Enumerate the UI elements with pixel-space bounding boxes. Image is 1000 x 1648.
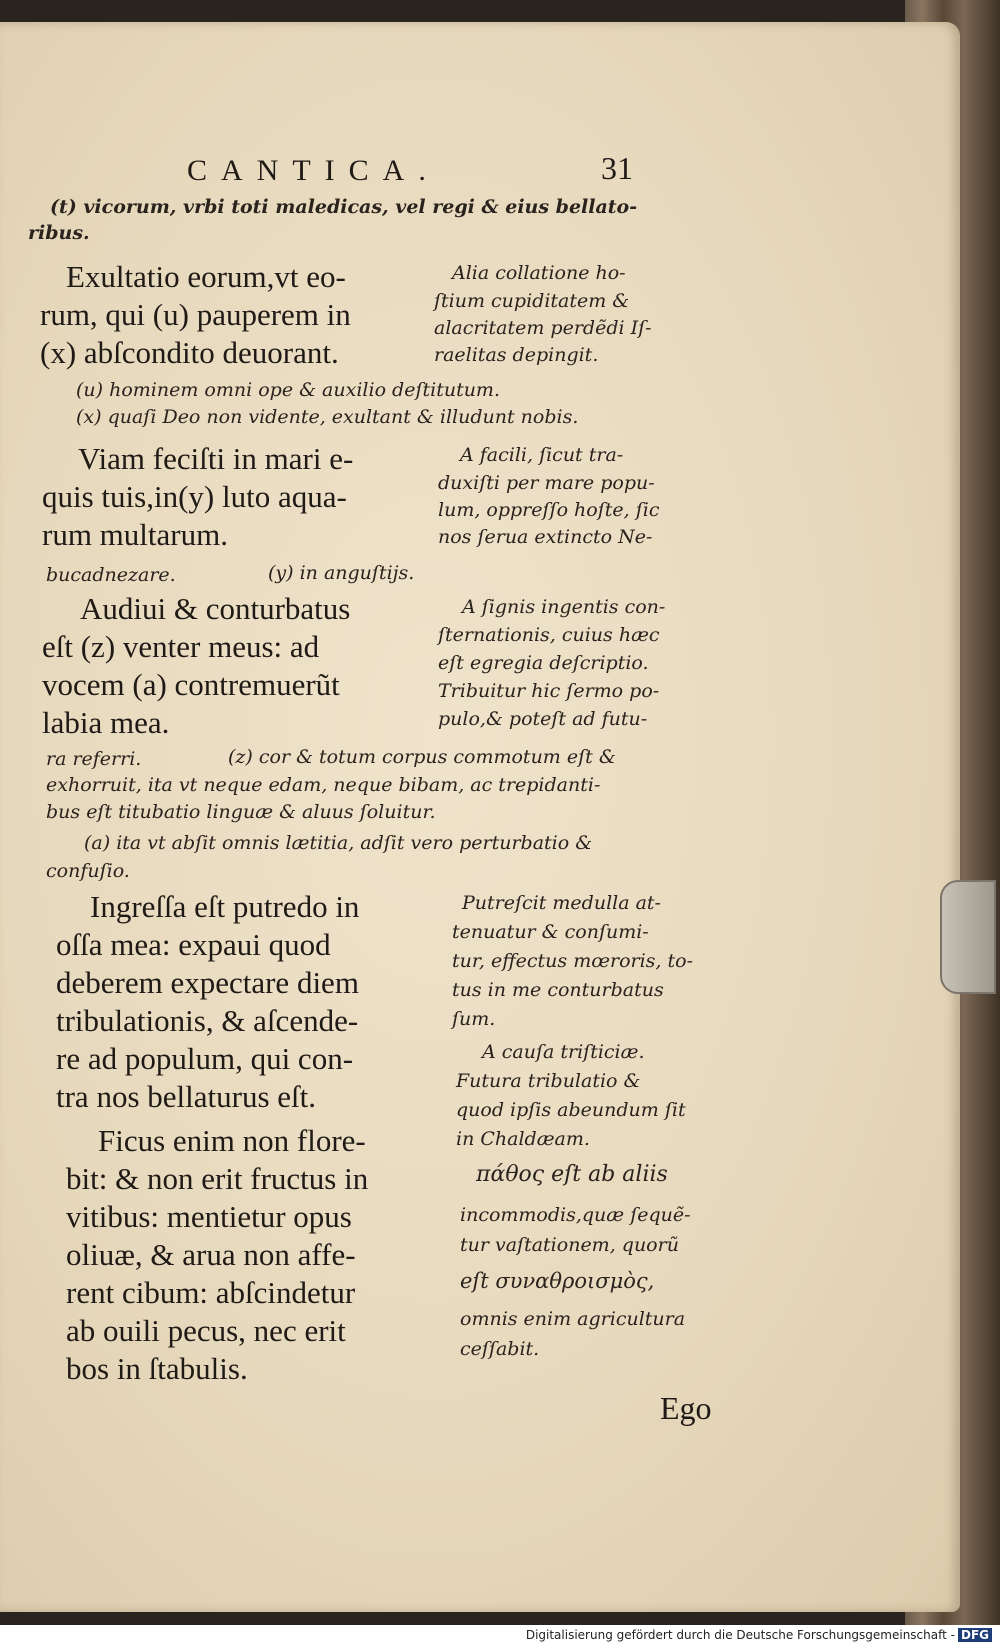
footnote-line: (t) vicorum, vrbi toti maledicas, vel regi & eius bellato- <box>50 196 638 218</box>
footnote-line: (z) cor & totum corpus commotum eſt & <box>228 746 616 768</box>
main-text-line: eſt (z) venter meus: ad <box>42 629 320 664</box>
dfg-logo: DFG <box>958 1628 992 1642</box>
marginal-note-line: lum, oppreſſo hoſte, ſic <box>438 499 660 521</box>
marginal-note-line: quod ipſis abeundum ſit <box>456 1099 686 1121</box>
marginal-note-line: tur, effectus mœroris, to- <box>452 950 694 972</box>
main-text-line: vocem (a) contremuerũt <box>42 667 340 702</box>
main-text-line: quis tuis,in(y) luto aqua- <box>42 479 347 514</box>
main-text-line: bos in ſtabulis. <box>66 1351 248 1386</box>
marginal-note-line: ſum. <box>452 1008 496 1030</box>
book-page <box>0 22 960 1612</box>
running-head: CANTICA. <box>187 154 440 187</box>
footnote-line: (a) ita vt abſit omnis lætitia, adſit vero perturbatio & <box>84 832 593 854</box>
marginal-note-line: tenuatur & conſumi- <box>452 921 649 943</box>
main-text-line: rum multarum. <box>42 517 228 552</box>
main-text-line: tra nos bellaturus eſt. <box>56 1079 316 1114</box>
marginal-note-line: pulo,& poteſt ad futu- <box>438 708 648 730</box>
footnote-line: confuſio. <box>46 860 130 882</box>
marginal-note-line: tur vaſtationem, quorũ <box>460 1234 679 1256</box>
marginal-note-line: πάθος eſt ab aliis <box>476 1162 668 1187</box>
footnote-line: exhorruit, ita vt neque edam, neque bibam, ac trepidanti- <box>46 774 601 796</box>
main-text-line: bit: & non erit fructus in <box>66 1161 369 1196</box>
main-text-line: Exultatio eorum,vt eo- <box>66 259 346 294</box>
page-number: 31 <box>601 150 633 186</box>
page-clip <box>940 880 996 994</box>
footer-bar <box>0 1625 1000 1648</box>
footer-credit <box>526 1628 992 1642</box>
marginal-note-line: eſt egregia deſcriptio. <box>438 652 649 674</box>
main-text-line: ab ouili pecus, nec erit <box>66 1313 346 1348</box>
marginal-note-line: A cauſa triſticiæ. <box>482 1041 645 1063</box>
main-text-line: vitibus: mentietur opus <box>66 1199 352 1234</box>
marginal-note-line: Tribuitur hic ſermo po- <box>438 680 660 702</box>
main-text-line: rum, qui (u) pauperem in <box>40 297 351 332</box>
main-text-line: deberem expectare diem <box>56 965 359 1000</box>
main-text-line: Audiui & conturbatus <box>80 591 351 626</box>
marginal-note-line: omnis enim agricultura <box>460 1308 686 1330</box>
marginal-note-line: Alia collatione ho- <box>452 262 626 284</box>
marginal-note-line: incommodis,quæ ſequẽ- <box>460 1204 691 1226</box>
main-text-line: labia mea. <box>42 705 170 740</box>
marginal-note-line: Putreſcit medulla at- <box>462 892 661 914</box>
main-text-line: rent cibum: abſcindetur <box>66 1275 356 1310</box>
marginal-note-line: ſternationis, cuius hæc <box>438 624 660 646</box>
marginal-note-line: ceſſabit. <box>460 1338 540 1360</box>
footnote-line: (u) hominem omni ope & auxilio deſtitutum. <box>76 379 500 401</box>
footer-credit-text: Digitalisierung gefördert durch die Deutsche Forschungsgemeinschaft - <box>525 1628 955 1642</box>
main-text-line: oliuæ, & arua non affe- <box>66 1237 356 1272</box>
main-text-line: tribulationis, & aſcende- <box>56 1003 359 1038</box>
marginal-note-line: alacritatem perdẽdi Iſ- <box>434 317 652 339</box>
marginal-note-line: in Chaldæam. <box>456 1128 590 1150</box>
main-text-line: re ad populum, qui con- <box>56 1041 354 1076</box>
marginal-note-line: ſtium cupiditatem & <box>434 290 630 312</box>
marginal-note-line: tus in me conturbatus <box>452 979 664 1001</box>
footnote-line: bus eſt titubatio linguæ & aluus ſoluitur. <box>46 801 436 823</box>
main-text-line: oſſa mea: expaui quod <box>56 927 331 962</box>
marginal-note-line: eſt συναθροισμὸς, <box>460 1269 655 1293</box>
marginal-note-line: duxiſti per mare popu- <box>438 472 655 494</box>
footnote-line: ra referri. <box>46 748 142 770</box>
footnote-line: (y) in anguſtijs. <box>268 562 415 584</box>
marginal-note-line: A ſignis ingentis con- <box>462 596 666 618</box>
marginal-note-line: Futura tribulatio & <box>456 1070 641 1092</box>
main-text-line: Ingreſſa eſt putredo in <box>90 889 360 924</box>
footnote-line: ribus. <box>28 222 90 244</box>
marginal-note-line: A facili, ſicut tra- <box>460 444 624 466</box>
footnote-line: bucadnezare. <box>46 564 176 586</box>
marginal-note-line: nos ſerua extincto Ne- <box>438 526 653 548</box>
footnote-line: (x) quaſi Deo non vidente, exultant & illudunt nobis. <box>76 406 579 428</box>
catchword: Ego <box>660 1390 712 1426</box>
main-text-line: Ficus enim non flore- <box>98 1123 366 1158</box>
main-text-line: (x) abſcondito deuorant. <box>40 335 339 370</box>
main-text-line: Viam feciſti in mari e- <box>78 441 354 476</box>
marginal-note-line: raelitas depingit. <box>434 344 599 366</box>
